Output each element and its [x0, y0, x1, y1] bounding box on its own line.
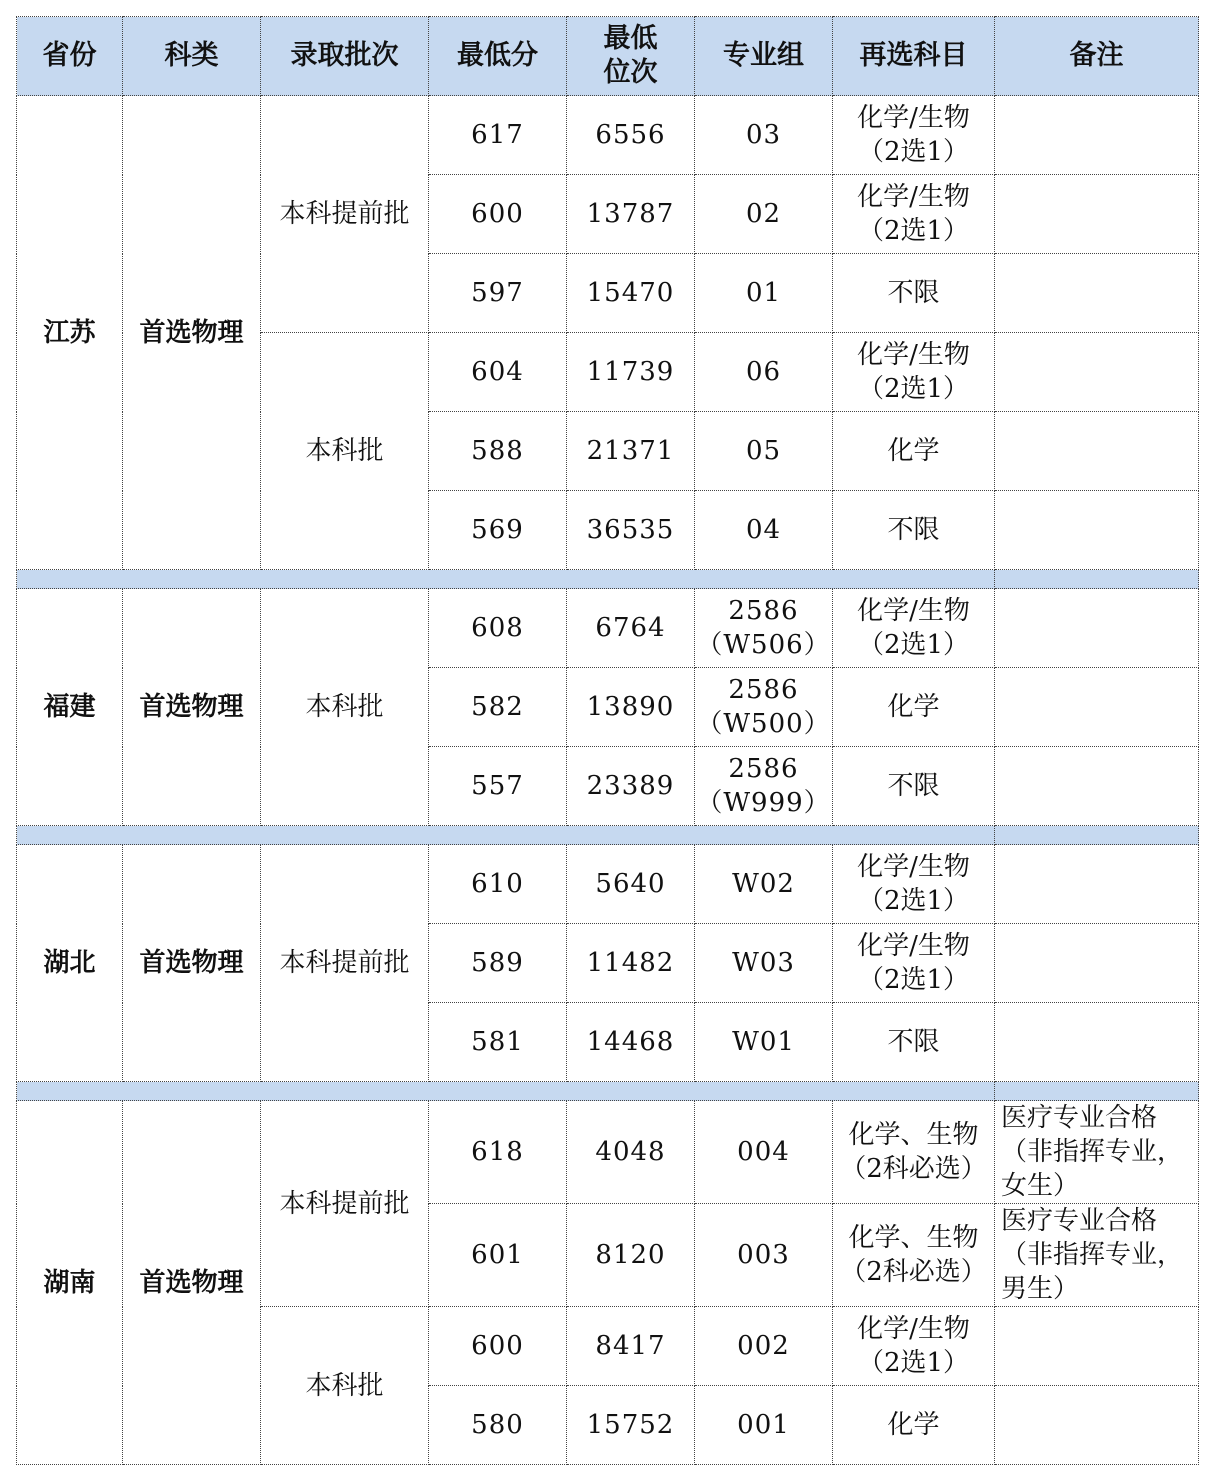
category-cell: 首选物理: [123, 1101, 261, 1465]
major-group-cell: 001: [695, 1386, 833, 1465]
min-score-cell: 600: [429, 175, 567, 254]
column-header: 科类: [123, 17, 261, 96]
major-group-cell: W03: [695, 924, 833, 1003]
min-rank-cell: 8120: [567, 1204, 695, 1307]
major-group-cell: W02: [695, 845, 833, 924]
major-group-cell: 2586 （W999）: [695, 747, 833, 826]
batch-cell: 本科提前批: [261, 845, 429, 1082]
elective-subjects-cell: 化学、生物 （2科必选）: [833, 1204, 995, 1307]
min-rank-cell: 11482: [567, 924, 695, 1003]
min-rank-cell: 36535: [567, 491, 695, 570]
major-group-cell: 05: [695, 412, 833, 491]
province-cell: 福建: [17, 589, 123, 826]
header-row: [17, 17, 1199, 96]
elective-subjects-cell: 不限: [833, 491, 995, 570]
min-score-cell: 601: [429, 1204, 567, 1307]
elective-subjects-cell: 化学/生物 （2选1）: [833, 333, 995, 412]
min-rank-cell: 13787: [567, 175, 695, 254]
min-rank-cell: 15752: [567, 1386, 695, 1465]
major-group-cell: 04: [695, 491, 833, 570]
table-row: [17, 589, 1199, 668]
min-score-cell: 588: [429, 412, 567, 491]
remarks-cell: [995, 333, 1199, 412]
min-rank-cell: 6556: [567, 96, 695, 175]
min-score-cell: 580: [429, 1386, 567, 1465]
column-header: 再选科目: [833, 17, 995, 96]
remarks-cell: [995, 96, 1199, 175]
min-score-cell: 600: [429, 1307, 567, 1386]
category-cell: 首选物理: [123, 589, 261, 826]
min-rank-cell: 8417: [567, 1307, 695, 1386]
batch-cell: 本科批: [261, 333, 429, 570]
section-separator: [17, 570, 1199, 589]
province-cell: 江苏: [17, 96, 123, 570]
elective-subjects-cell: 化学/生物 （2选1）: [833, 589, 995, 668]
min-rank-cell: 14468: [567, 1003, 695, 1082]
min-score-cell: 604: [429, 333, 567, 412]
separator-cell: [995, 1082, 1199, 1101]
remarks-cell: [995, 491, 1199, 570]
separator-cell: [995, 570, 1199, 589]
remarks-cell: [995, 668, 1199, 747]
min-rank-cell: 15470: [567, 254, 695, 333]
remarks-cell: [995, 1307, 1199, 1386]
elective-subjects-cell: 化学/生物 （2选1）: [833, 96, 995, 175]
column-header: 专业组: [695, 17, 833, 96]
elective-subjects-cell: 不限: [833, 1003, 995, 1082]
remarks-cell: [995, 747, 1199, 826]
section-separator: [17, 1082, 1199, 1101]
major-group-cell: 2586 （W506）: [695, 589, 833, 668]
section-separator: [17, 826, 1199, 845]
batch-cell: 本科批: [261, 1307, 429, 1465]
category-cell: 首选物理: [123, 845, 261, 1082]
remarks-cell: [995, 1003, 1199, 1082]
major-group-cell: 01: [695, 254, 833, 333]
separator-cell: [17, 570, 995, 589]
elective-subjects-cell: 化学/生物 （2选1）: [833, 924, 995, 1003]
major-group-cell: 002: [695, 1307, 833, 1386]
remarks-cell: [995, 845, 1199, 924]
major-group-cell: 06: [695, 333, 833, 412]
min-score-cell: 589: [429, 924, 567, 1003]
major-group-cell: 03: [695, 96, 833, 175]
column-header: 备注: [995, 17, 1199, 96]
remarks-cell: [995, 412, 1199, 491]
major-group-cell: 02: [695, 175, 833, 254]
min-rank-cell: 13890: [567, 668, 695, 747]
column-header: 省份: [17, 17, 123, 96]
min-score-cell: 610: [429, 845, 567, 924]
admission-score-table: [16, 16, 1199, 1465]
min-score-cell: 569: [429, 491, 567, 570]
min-score-cell: 557: [429, 747, 567, 826]
min-score-cell: 617: [429, 96, 567, 175]
min-score-cell: 582: [429, 668, 567, 747]
elective-subjects-cell: 不限: [833, 747, 995, 826]
column-header: 最低 位次: [567, 17, 695, 96]
elective-subjects-cell: 化学/生物 （2选1）: [833, 175, 995, 254]
batch-cell: 本科提前批: [261, 1101, 429, 1307]
major-group-cell: 2586 （W500）: [695, 668, 833, 747]
min-rank-cell: 11739: [567, 333, 695, 412]
elective-subjects-cell: 化学/生物 （2选1）: [833, 845, 995, 924]
min-score-cell: 581: [429, 1003, 567, 1082]
min-rank-cell: 4048: [567, 1101, 695, 1204]
min-score-cell: 618: [429, 1101, 567, 1204]
separator-cell: [17, 826, 995, 845]
remarks-cell: [995, 175, 1199, 254]
remarks-cell: [995, 1386, 1199, 1465]
column-header: 录取批次: [261, 17, 429, 96]
remarks-cell: 医疗专业合格（非指挥专业，男生）: [995, 1204, 1199, 1307]
min-rank-cell: 23389: [567, 747, 695, 826]
remarks-cell: [995, 589, 1199, 668]
remarks-cell: 医疗专业合格（非指挥专业，女生）: [995, 1101, 1199, 1204]
table-row: [17, 1101, 1199, 1204]
table-row: [17, 96, 1199, 175]
province-cell: 湖北: [17, 845, 123, 1082]
elective-subjects-cell: 不限: [833, 254, 995, 333]
remarks-cell: [995, 254, 1199, 333]
elective-subjects-cell: 化学: [833, 412, 995, 491]
elective-subjects-cell: 化学/生物 （2选1）: [833, 1307, 995, 1386]
batch-cell: 本科批: [261, 589, 429, 826]
province-cell: 湖南: [17, 1101, 123, 1465]
elective-subjects-cell: 化学: [833, 668, 995, 747]
table-row: [17, 845, 1199, 924]
separator-cell: [17, 1082, 995, 1101]
min-score-cell: 597: [429, 254, 567, 333]
major-group-cell: W01: [695, 1003, 833, 1082]
separator-cell: [995, 826, 1199, 845]
min-rank-cell: 21371: [567, 412, 695, 491]
min-score-cell: 608: [429, 589, 567, 668]
category-cell: 首选物理: [123, 96, 261, 570]
major-group-cell: 004: [695, 1101, 833, 1204]
batch-cell: 本科提前批: [261, 96, 429, 333]
min-rank-cell: 6764: [567, 589, 695, 668]
elective-subjects-cell: 化学: [833, 1386, 995, 1465]
elective-subjects-cell: 化学、生物 （2科必选）: [833, 1101, 995, 1204]
remarks-cell: [995, 924, 1199, 1003]
major-group-cell: 003: [695, 1204, 833, 1307]
min-rank-cell: 5640: [567, 845, 695, 924]
column-header: 最低分: [429, 17, 567, 96]
